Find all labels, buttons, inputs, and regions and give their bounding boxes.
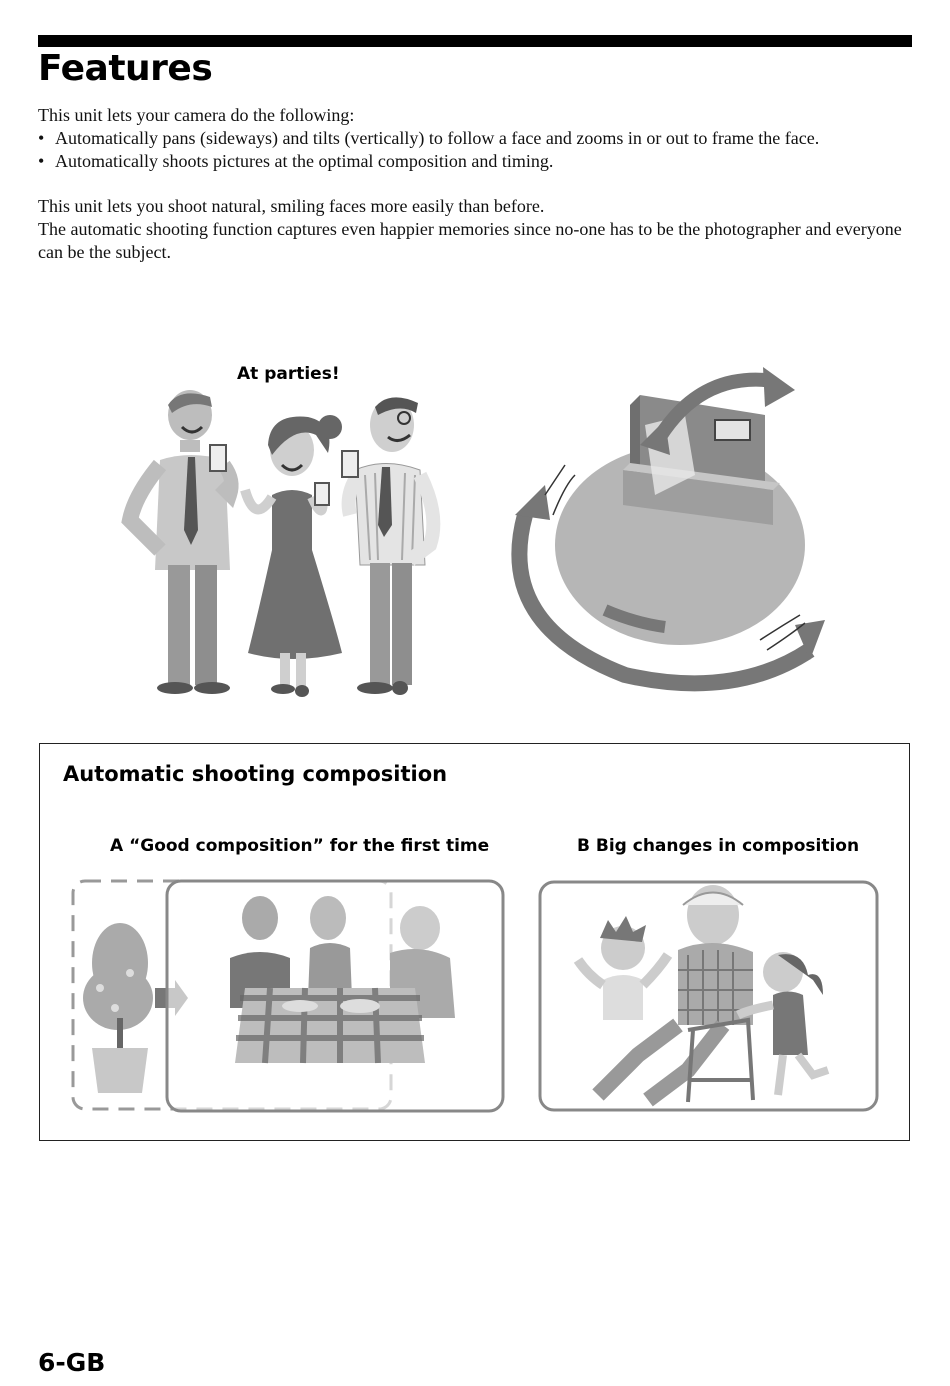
bullet-icon: •: [38, 128, 45, 148]
composition-box-title: Automatic shooting composition: [63, 762, 448, 786]
description-section: [38, 195, 918, 264]
bullet-item: [38, 150, 918, 173]
intro-section: [38, 104, 918, 173]
tree-icon: [83, 923, 153, 1093]
man-right-figure: [342, 397, 433, 695]
bullet-text: Automatically shoots pictures at the optimal composition and timing.: [55, 151, 554, 171]
party-people-illustration: [120, 385, 450, 700]
description-line: This unit lets you shoot natural, smiling faces more easily than before.: [38, 196, 545, 216]
man-left-figure: [130, 390, 232, 694]
bullet-text: Automatically pans (sideways) and tilts (vertically) to follow a face and zooms in or out to frame the face.: [55, 128, 820, 148]
tilt-arrow-head: [763, 367, 795, 407]
page-title: Features: [38, 48, 213, 89]
dining-group: [230, 896, 455, 1063]
page-number: 6-GB: [38, 1348, 106, 1377]
bullet-item: [38, 127, 918, 150]
intro-lead: This unit lets your camera do the following:: [38, 105, 355, 125]
party-caption: At parties!: [237, 364, 340, 384]
bullet-icon: •: [38, 151, 45, 171]
top-rule: [38, 35, 912, 47]
panel-b-illustration: [538, 880, 880, 1114]
woman-figure: [245, 415, 342, 697]
description-line: The automatic shooting function captures even happier memories since no-one has to be the photographer and everyone can be the subject.: [38, 219, 902, 262]
panel-a-caption: A “Good composition” for the first time: [110, 836, 490, 856]
panel-a-illustration: [70, 878, 510, 1116]
panel-b-caption: B Big changes in composition: [577, 836, 860, 856]
pan-tilt-unit-illustration: [505, 365, 835, 695]
camera-body: [623, 395, 780, 525]
